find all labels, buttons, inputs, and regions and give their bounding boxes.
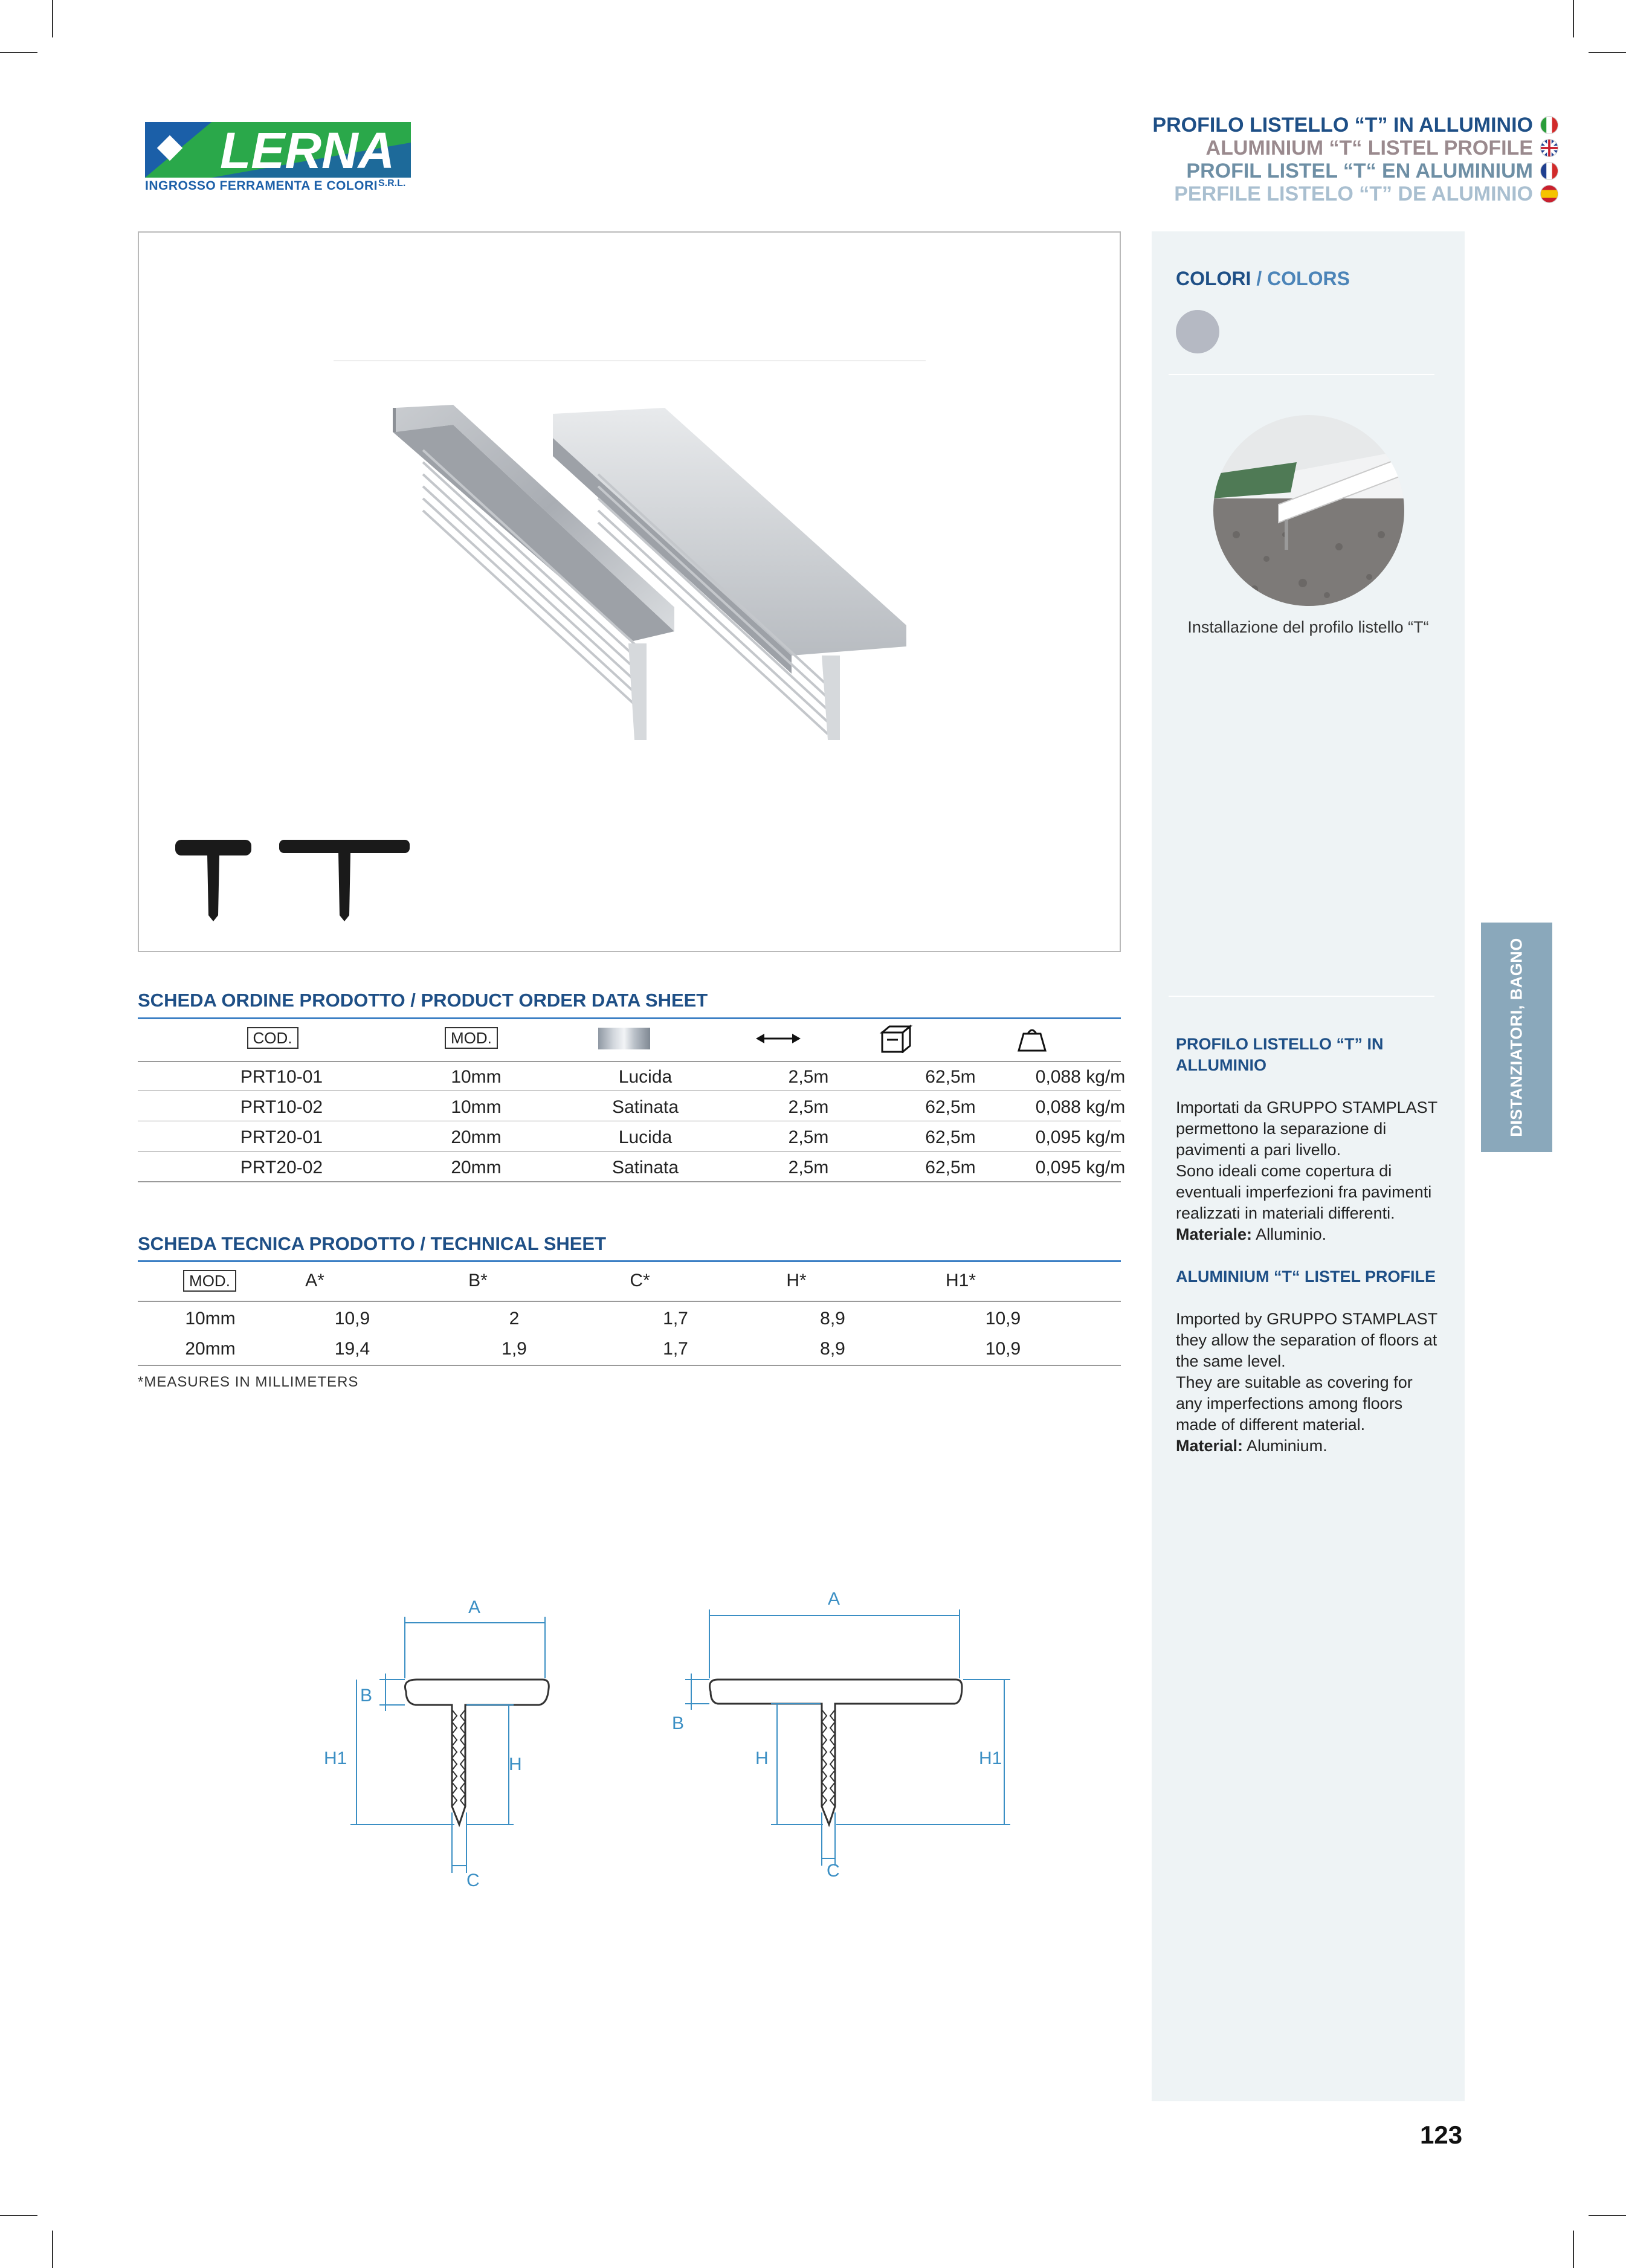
crop-mark: [1573, 0, 1574, 37]
table-cell: 20mm: [185, 1339, 236, 1359]
sidebar-divider: [1169, 374, 1434, 375]
table-cell: 20mm: [451, 1127, 502, 1147]
dim-label-h: H: [509, 1754, 522, 1774]
installation-caption: Installazione del profilo listello “T“: [1187, 618, 1429, 636]
title-english: [1152, 137, 1558, 159]
cod-header: COD.: [247, 1027, 298, 1049]
drawing-20mm: [710, 1680, 963, 1825]
dimension-lines-20mm: [685, 1609, 1010, 1866]
table-cell: 0,088 kg/m: [1035, 1097, 1126, 1117]
table-cell: 1,7: [663, 1309, 688, 1329]
table-cell: 62,5m: [925, 1067, 976, 1087]
crop-mark: [1589, 52, 1626, 53]
table-cell: PRT20-02: [240, 1158, 323, 1177]
table-row: [138, 1334, 1121, 1364]
finish-swatch-icon: [598, 1028, 650, 1049]
dim-label-b: B: [360, 1686, 373, 1706]
tech-sheet-title: SCHEDA TECNICA PRODOTTO / TECHNICAL SHEET: [138, 1233, 607, 1254]
table-cell: 10mm: [451, 1067, 502, 1087]
table-rule: [138, 1260, 1121, 1262]
page-number: 123: [1420, 2121, 1463, 2149]
table-cell: 62,5m: [925, 1097, 976, 1117]
table-cell: 0,095 kg/m: [1035, 1158, 1126, 1177]
order-table-header: [138, 1023, 1121, 1053]
tech-header-a: A*: [305, 1271, 324, 1290]
sidebar-divider: [1169, 996, 1434, 997]
tech-header-h: H*: [786, 1271, 807, 1290]
crop-mark: [0, 52, 37, 53]
table-cell: 10,9: [334, 1309, 370, 1329]
table-cell: 8,9: [820, 1309, 845, 1329]
dim-label-c: C: [466, 1870, 480, 1890]
tech-mod-header: MOD.: [183, 1270, 236, 1292]
table-cell: Satinata: [611, 1097, 679, 1117]
installation-photo: [1212, 414, 1405, 607]
dim-label-a: A: [468, 1597, 481, 1617]
table-cell: 0,095 kg/m: [1035, 1127, 1126, 1147]
weight-icon: [1018, 1025, 1047, 1052]
table-rule: [138, 1151, 1121, 1152]
table-cell: PRT20-01: [240, 1127, 323, 1147]
title-italian: [1152, 114, 1558, 137]
title-text-fr: PROFIL LISTEL “T“ EN ALUMINIUM: [1186, 159, 1533, 182]
length-arrow-icon: [756, 1031, 801, 1046]
technical-drawings: [314, 1589, 1039, 1903]
cross-section-silhouettes: [175, 840, 410, 921]
table-cell: 10mm: [451, 1097, 502, 1117]
table-cell: 2,5m: [788, 1127, 829, 1147]
table-rule: [138, 1365, 1121, 1366]
dim-label-h: H: [755, 1748, 769, 1768]
measurement-note: *MEASURES IN MILLIMETERS: [138, 1374, 359, 1390]
tech-header-b: B*: [468, 1271, 488, 1290]
english-material-label: Material:: [1176, 1437, 1244, 1455]
table-rule: [138, 1017, 1121, 1019]
title-french: [1152, 159, 1558, 182]
uk-flag-icon: [1540, 139, 1558, 157]
colors-heading: [1176, 268, 1350, 290]
table-row: [138, 1123, 1126, 1153]
colori-label: COLORI: [1176, 268, 1251, 289]
table-cell: PRT10-02: [240, 1097, 323, 1117]
table-cell: 2,5m: [788, 1067, 829, 1087]
category-tab[interactable]: [1481, 923, 1552, 1152]
table-cell: 2,5m: [788, 1097, 829, 1117]
title-text-en: ALUMINIUM “T“ LISTEL PROFILE: [1205, 137, 1533, 159]
france-flag-icon: [1540, 162, 1558, 180]
table-cell: 2,5m: [788, 1158, 829, 1177]
english-body-2: They are suitable as covering for any imperfections among floors made of different material.: [1176, 1373, 1413, 1434]
table-rule: [138, 1181, 1121, 1182]
table-cell: 19,4: [334, 1339, 370, 1359]
table-cell: 8,9: [820, 1339, 845, 1359]
table-cell: 1,7: [663, 1339, 688, 1359]
table-row: [138, 1092, 1126, 1123]
category-tab-label: DISTANZIATORI, BAGNO: [1507, 938, 1526, 1137]
italian-material-value: Alluminio.: [1252, 1225, 1327, 1243]
drawing-10mm: [405, 1680, 549, 1825]
color-swatch-silver[interactable]: [1176, 310, 1219, 353]
table-cell: Satinata: [611, 1158, 679, 1177]
table-cell: 0,088 kg/m: [1035, 1067, 1126, 1087]
table-cell: 62,5m: [925, 1158, 976, 1177]
crop-mark: [1589, 2215, 1626, 2216]
crop-mark: [0, 2215, 37, 2216]
title-text-es: PERFILE LISTELO “T” DE ALUMINIO: [1174, 182, 1533, 205]
crop-mark: [52, 2231, 53, 2268]
crop-mark: [52, 0, 53, 37]
dim-label-c: C: [827, 1861, 840, 1881]
table-cell: 10,9: [985, 1309, 1021, 1329]
tech-table-header: [138, 1266, 1121, 1296]
english-material: [1176, 1435, 1442, 1457]
table-row: [138, 1304, 1121, 1334]
table-cell: 20mm: [451, 1158, 502, 1177]
mod-header: MOD.: [445, 1027, 498, 1049]
english-material-value: Aluminium.: [1243, 1437, 1328, 1455]
table-rule: [138, 1301, 1121, 1302]
table-cell: PRT10-01: [240, 1067, 323, 1087]
table-cell: 2: [509, 1309, 520, 1329]
product-illustration: [139, 233, 1120, 951]
italian-material: [1176, 1224, 1442, 1245]
info-sidebar: [1152, 231, 1465, 2101]
dim-label-a: A: [828, 1589, 840, 1609]
logo-suffix: S.R.L.: [378, 178, 406, 188]
logo-brand-text: LERNA: [220, 122, 395, 179]
italy-flag-icon: [1540, 116, 1558, 134]
dimension-lines-10mm: [350, 1617, 545, 1873]
table-cell: Lucida: [618, 1067, 673, 1087]
italian-description: [1176, 1034, 1442, 1457]
english-heading: ALUMINIUM “T“ LISTEL PROFILE: [1176, 1268, 1436, 1286]
table-cell: 10,9: [985, 1339, 1021, 1359]
product-titles: [1152, 114, 1558, 205]
product-photo-box: [138, 231, 1121, 952]
tech-header-c: C*: [630, 1271, 650, 1290]
dim-label-b: B: [672, 1713, 685, 1733]
logo-tagline: INGROSSO FERRAMENTA E COLORI: [145, 179, 378, 193]
table-row: [138, 1153, 1126, 1183]
table-cell: 10mm: [185, 1309, 236, 1329]
table-cell: Lucida: [618, 1127, 673, 1147]
box-quantity-icon: [879, 1024, 912, 1053]
order-sheet-title: SCHEDA ORDINE PRODOTTO / PRODUCT ORDER DATA SHEET: [138, 990, 708, 1011]
italian-body-1: Importati da GRUPPO STAMPLAST permettono la separazione di pavimenti a pari livello.: [1176, 1098, 1437, 1159]
table-row: [138, 1062, 1126, 1092]
italian-body-2: Sono ideali come copertura di eventuali imperfezioni fra pavimenti realizzati in materiali differenti.: [1176, 1162, 1432, 1222]
dim-label-h1: H1: [324, 1748, 347, 1768]
crop-mark: [1573, 2231, 1574, 2268]
title-text-it: PROFILO LISTELLO “T” IN ALLUMINIO: [1152, 114, 1533, 137]
title-spanish: [1152, 182, 1558, 205]
italian-heading: PROFILO LISTELLO “T” IN ALLUMINIO: [1176, 1035, 1384, 1074]
italian-material-label: Materiale:: [1176, 1225, 1253, 1243]
english-body-1: Imported by GRUPPO STAMPLAST they allow the separation of floors at the same level.: [1176, 1310, 1437, 1370]
tech-header-h1: H1*: [945, 1271, 976, 1290]
dim-label-h1: H1: [979, 1748, 1002, 1768]
table-cell: 62,5m: [925, 1127, 976, 1147]
spain-flag-icon: [1540, 185, 1558, 203]
colors-label: / COLORS: [1256, 268, 1350, 289]
table-cell: 1,9: [502, 1339, 527, 1359]
